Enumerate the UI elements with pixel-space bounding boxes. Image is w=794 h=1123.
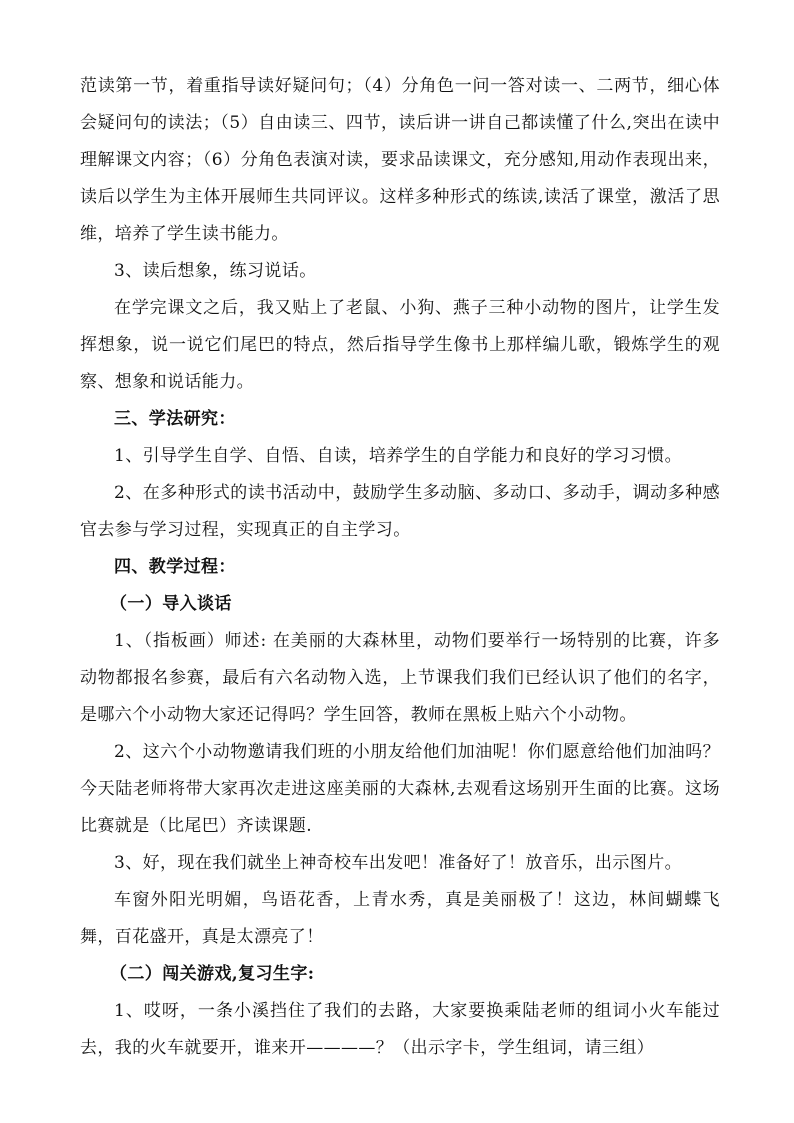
paragraph-introduction-1: 1、（指板画）师述: 在美丽的大森林里，动物们要举行一场特别的比赛，许多动物都报名参赛，最后有六名动物入选，上节课我们我们已经认识了他们的名字，是哪六个小动物大家还记得吗？学生回答，教师在黑板上贴六个小动物。 — [80, 631, 720, 725]
paragraph-imagination-title: 3、读后想象，练习说话。 — [114, 261, 317, 281]
paragraph-review-game-1: 1、哎呀，一条小溪挡住了我们的去路，大家要换乘陆老师的组词小火车能过去，我的火车就要开，谁来开————？（出示字卡，学生组词，请三组） — [80, 1001, 720, 1058]
section-heading-teaching-process: 四、教学过程： — [114, 557, 236, 577]
section-heading-learning-methods: 三、学法研究： — [114, 409, 236, 429]
paragraph-reading-methods: 范读第一节，着重指导读好疑问句；（4）分角色一问一答对读一、二两节，细心体会疑问句的读法；（5）自由读三、四节，读后讲一讲自己都读懂了什么,突出在读中理解课文内容；（6）分角色表演对读，要求品读课文，充分感知,用动作表现出来，读后以学生为主体开展师生共同评议。这样多种形式的练读,读活了课堂，激活了思维，培养了学生读书能力。 — [80, 76, 720, 244]
subsection-heading-review-game: （二）闯关游戏,复习生字: — [110, 964, 315, 984]
paragraph-learning-method-2: 2、在多种形式的读书活动中，鼓励学生多动脑、多动口、多动手，调动多种感官去参与学习过程，实现真正的自主学习。 — [80, 483, 720, 540]
document-body — [80, 68, 720, 1067]
paragraph-introduction-3: 3、好，现在我们就坐上神奇校车出发吧！准备好了！放音乐，出示图片。 — [114, 853, 683, 873]
paragraph-imagination-body: 在学完课文之后，我又贴上了老鼠、小狗、燕子三种小动物的图片，让学生发挥想象，说一说它们尾巴的特点，然后指导学生像书上那样编儿歌，锻炼学生的观察、想象和说话能力。 — [80, 298, 720, 392]
paragraph-learning-method-1: 1、引导学生自学、自悟、自读，培养学生的自学能力和良好的学习习惯。 — [114, 446, 683, 466]
subsection-heading-introduction: （一）导入谈话 — [110, 594, 232, 614]
paragraph-scenery: 车窗外阳光明媚，鸟语花香，上青水秀，真是美丽极了！这边，林间蝴蝶飞舞，百花盛开，真是太漂亮了！ — [80, 890, 720, 947]
paragraph-introduction-2: 2、这六个小动物邀请我们班的小朋友给他们加油呢！你们愿意给他们加油吗？今天陆老师将带大家再次走进这座美丽的大森林,去观看这场别开生面的比赛。这场比赛就是（比尾巴）齐读课题. — [80, 742, 720, 836]
